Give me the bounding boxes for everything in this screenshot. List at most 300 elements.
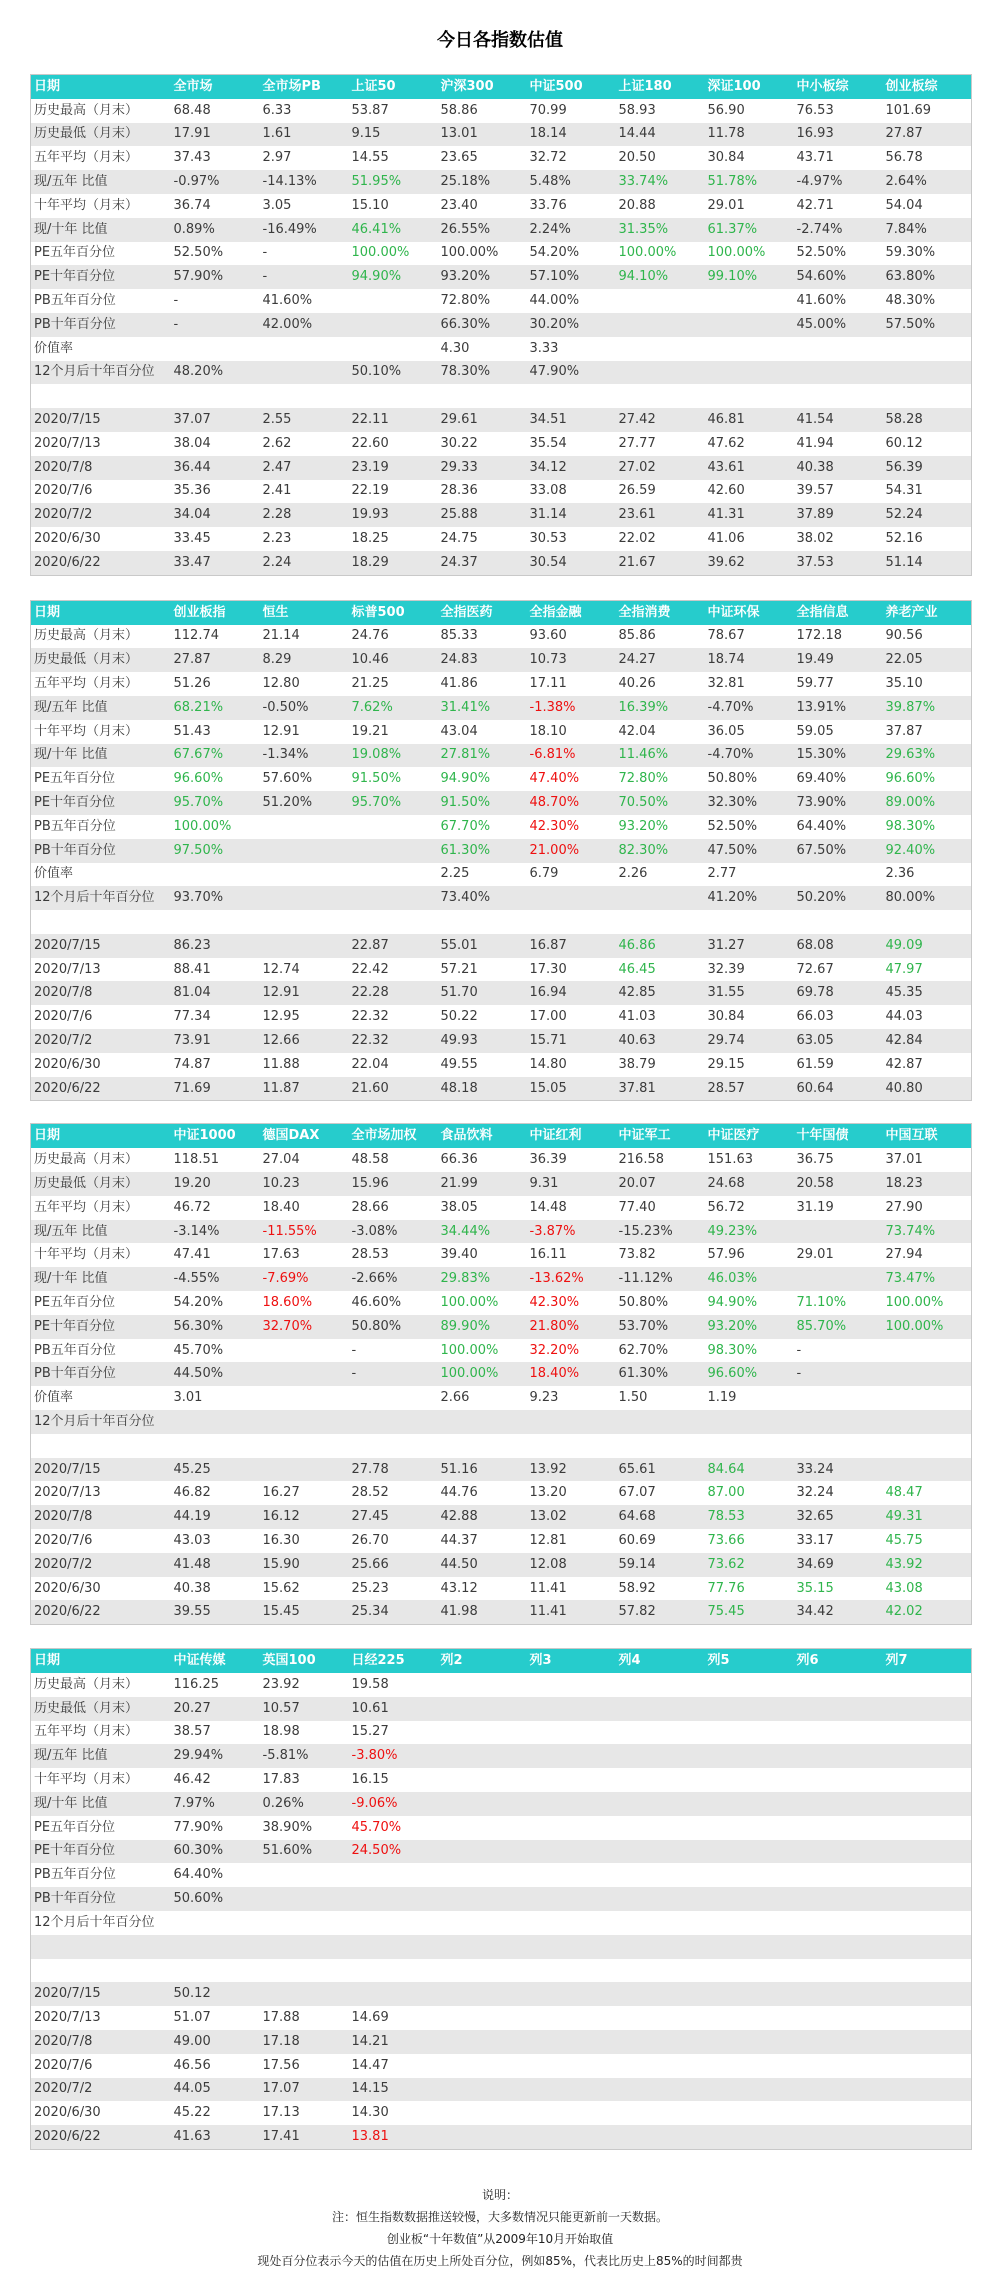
row-label: 2020/6/30 bbox=[34, 1580, 101, 1596]
table-cell: 39.87% bbox=[883, 696, 972, 720]
table-cell: 41.63 bbox=[171, 2125, 260, 2149]
row-label: 历史最高（月末） bbox=[34, 102, 139, 118]
table-row bbox=[31, 1697, 972, 1721]
table-cell bbox=[705, 1863, 794, 1887]
row-label: 五年平均（月末） bbox=[34, 1199, 139, 1215]
row-label: 2020/7/6 bbox=[34, 1532, 93, 1548]
table-cell: 57.96 bbox=[707, 1247, 745, 1263]
table-cell: 24.68 bbox=[705, 1172, 794, 1196]
table-cell: 49.09 bbox=[883, 934, 972, 958]
row-label: 2020/7/15 bbox=[31, 1982, 171, 2006]
table-cell: 61.59 bbox=[796, 1056, 834, 1072]
table-cell: 77.34 bbox=[173, 1009, 211, 1025]
row-label: 十年平均（月末） bbox=[34, 197, 139, 213]
table-cell: 94.90% bbox=[440, 771, 491, 787]
table-cell: 18.98 bbox=[262, 1724, 300, 1740]
note-line: 说明： bbox=[481, 2187, 518, 2202]
row-label: 历史最高（月末） bbox=[34, 1676, 139, 1692]
table-cell: 57.21 bbox=[440, 961, 478, 977]
table-cell bbox=[260, 1935, 349, 1959]
table-cell bbox=[171, 1911, 260, 1935]
table-cell: 50.60% bbox=[171, 1887, 260, 1911]
table-cell: 18.25 bbox=[351, 531, 389, 547]
table-cell: 32.65 bbox=[794, 1505, 883, 1529]
table-cell: 80.00% bbox=[883, 886, 972, 910]
table-cell bbox=[794, 1410, 883, 1434]
table-cell: 49.31 bbox=[883, 1505, 972, 1529]
table-cell: 42.04 bbox=[618, 723, 656, 739]
table-cell: -11.12% bbox=[616, 1267, 705, 1291]
column-header: 全市场 bbox=[171, 75, 260, 99]
table-cell: 56.39 bbox=[883, 456, 972, 480]
table-cell: 47.41 bbox=[173, 1247, 211, 1263]
table-cell: 15.62 bbox=[262, 1580, 300, 1596]
table-cell: 45.22 bbox=[173, 2105, 211, 2121]
table-cell: 94.90% bbox=[707, 1294, 758, 1310]
table-cell: 12.80 bbox=[262, 676, 300, 692]
table-cell: 2.62 bbox=[262, 435, 292, 451]
table-row bbox=[31, 1935, 972, 1959]
table-cell bbox=[705, 1744, 794, 1768]
table-row bbox=[31, 1148, 972, 1172]
table-cell bbox=[527, 886, 616, 910]
table-cell bbox=[705, 1959, 794, 1983]
table-cell: 22.60 bbox=[351, 435, 389, 451]
table-cell: 40.80 bbox=[883, 1077, 972, 1101]
table-cell: 73.62 bbox=[705, 1553, 794, 1577]
row-label: PE五年百分位 bbox=[34, 1294, 116, 1310]
table-row bbox=[31, 1840, 972, 1864]
valuation-table bbox=[30, 74, 972, 576]
table-cell: -5.81% bbox=[260, 1744, 349, 1768]
table-cell bbox=[705, 1911, 794, 1935]
table-cell: 33.74% bbox=[616, 170, 705, 194]
table-cell: 29.15 bbox=[707, 1056, 745, 1072]
table-cell: 16.27 bbox=[262, 1485, 300, 1501]
table-cell bbox=[527, 1840, 616, 1864]
table-cell: 78.30% bbox=[438, 361, 527, 385]
table-cell: 46.72 bbox=[173, 1199, 211, 1215]
table-cell bbox=[438, 1697, 527, 1721]
table-cell bbox=[794, 1768, 883, 1792]
table-cell: 67.50% bbox=[794, 839, 883, 863]
table-cell bbox=[616, 1792, 705, 1816]
table-cell: 59.77 bbox=[796, 676, 834, 692]
table-cell: 7.62% bbox=[349, 696, 438, 720]
table-row bbox=[31, 146, 972, 170]
table-cell bbox=[527, 1410, 616, 1434]
table-cell: 43.08 bbox=[885, 1580, 923, 1596]
table-cell: 100.00% bbox=[351, 245, 410, 261]
table-row bbox=[31, 218, 972, 242]
table-cell: 33.76 bbox=[529, 197, 567, 213]
table-cell bbox=[349, 1410, 438, 1434]
table-cell bbox=[527, 2006, 616, 2030]
table-row bbox=[31, 1434, 972, 1458]
table-cell bbox=[883, 1959, 972, 1983]
row-label: 2020/7/13 bbox=[34, 961, 101, 977]
table-cell: 42.71 bbox=[796, 197, 834, 213]
table-row bbox=[31, 99, 972, 123]
table-row bbox=[31, 672, 972, 696]
table-cell: 91.50% bbox=[438, 791, 527, 815]
row-label: 2020/6/22 bbox=[31, 551, 171, 575]
table-cell bbox=[794, 2030, 883, 2054]
table-cell: 41.03 bbox=[618, 1009, 656, 1025]
table-cell: 41.31 bbox=[705, 503, 794, 527]
row-label: 2020/7/13 bbox=[34, 2010, 101, 2026]
table-cell: 36.39 bbox=[529, 1152, 567, 1168]
column-header: 列5 bbox=[705, 1649, 794, 1673]
table-cell: 29.33 bbox=[438, 456, 527, 480]
table-cell: 40.63 bbox=[616, 1029, 705, 1053]
table-cell: 22.04 bbox=[351, 1056, 389, 1072]
table-cell bbox=[705, 1840, 794, 1864]
table-cell: 39.40 bbox=[440, 1247, 478, 1263]
table-cell bbox=[527, 1935, 616, 1959]
table-cell: 17.11 bbox=[529, 676, 567, 692]
table-cell bbox=[527, 1863, 616, 1887]
table-cell: 40.26 bbox=[618, 676, 656, 692]
table-cell: 16.11 bbox=[529, 1247, 567, 1263]
table-cell: 2.36 bbox=[885, 866, 915, 882]
table-cell: 41.98 bbox=[438, 1600, 527, 1624]
table-cell bbox=[438, 1744, 527, 1768]
table-cell: 2.97 bbox=[262, 150, 292, 166]
table-cell bbox=[883, 1410, 972, 1434]
table-cell: 44.05 bbox=[171, 2078, 260, 2102]
table-cell bbox=[260, 1887, 349, 1911]
table-cell: 48.30% bbox=[885, 293, 936, 309]
table-cell: 51.70 bbox=[438, 981, 527, 1005]
table-cell: 26.59 bbox=[618, 483, 656, 499]
table-cell: 100.00% bbox=[707, 245, 766, 261]
table-cell: 46.81 bbox=[705, 408, 794, 432]
table-cell bbox=[260, 886, 349, 910]
table-cell: 20.88 bbox=[618, 197, 656, 213]
table-cell bbox=[438, 1840, 527, 1864]
table-cell bbox=[349, 886, 438, 910]
table-cell: 23.92 bbox=[262, 1676, 300, 1692]
table-cell: 19.93 bbox=[349, 503, 438, 527]
table-cell: 22.02 bbox=[618, 531, 656, 547]
row-label: PB五年百分位 bbox=[34, 293, 116, 309]
table-cell bbox=[883, 1840, 972, 1864]
table-cell: 37.01 bbox=[885, 1152, 923, 1168]
table-cell: 25.23 bbox=[351, 1580, 389, 1596]
table-cell: 13.91% bbox=[794, 696, 883, 720]
table-cell: 11.87 bbox=[260, 1077, 349, 1101]
table-cell bbox=[171, 384, 260, 408]
table-cell: 92.40% bbox=[883, 839, 972, 863]
row-label: PE十年百分位 bbox=[31, 1315, 171, 1339]
table-cell: 100.00% bbox=[440, 1294, 499, 1310]
table-cell bbox=[438, 1410, 527, 1434]
table-cell: 42.88 bbox=[438, 1505, 527, 1529]
table-cell: 2.25 bbox=[440, 866, 470, 882]
table-cell: 93.20% bbox=[618, 818, 669, 834]
table-cell: 66.03 bbox=[796, 1009, 834, 1025]
table-cell: - bbox=[260, 265, 349, 289]
table-cell: 14.21 bbox=[349, 2030, 438, 2054]
row-label: 历史最低（月末） bbox=[31, 648, 171, 672]
row-label: 价值率 bbox=[34, 340, 74, 356]
table-cell: - bbox=[351, 1342, 357, 1358]
table-cell: 118.51 bbox=[173, 1152, 219, 1168]
row-label: 历史最高（月末） bbox=[34, 1152, 139, 1168]
table-cell: 14.80 bbox=[529, 1056, 567, 1072]
table-cell: 60.69 bbox=[618, 1532, 656, 1548]
table-cell: 1.61 bbox=[260, 123, 349, 147]
table-cell: 25.88 bbox=[438, 503, 527, 527]
table-cell: 38.02 bbox=[796, 531, 834, 547]
table-cell: 13.92 bbox=[527, 1458, 616, 1482]
row-label: PB十年百分位 bbox=[31, 313, 171, 337]
column-header: 列2 bbox=[438, 1649, 527, 1673]
table-cell: 54.20% bbox=[529, 245, 580, 261]
table-cell bbox=[616, 1744, 705, 1768]
table-cell bbox=[349, 815, 438, 839]
table-cell bbox=[883, 1816, 972, 1840]
table-cell: 19.21 bbox=[351, 723, 389, 739]
table-cell: 72.80% bbox=[440, 293, 491, 309]
table-cell: 45.75 bbox=[885, 1532, 923, 1548]
table-row bbox=[31, 289, 972, 313]
table-row bbox=[31, 625, 972, 649]
table-cell bbox=[705, 1673, 794, 1697]
table-cell: 29.74 bbox=[705, 1029, 794, 1053]
row-label: 2020/7/13 bbox=[34, 1485, 101, 1501]
table-cell bbox=[705, 1697, 794, 1721]
table-cell bbox=[527, 2101, 616, 2125]
table-cell: 26.55% bbox=[438, 218, 527, 242]
table-cell: 46.03% bbox=[705, 1267, 794, 1291]
table-cell bbox=[260, 1339, 349, 1363]
table-cell bbox=[794, 2078, 883, 2102]
table-cell: -3.14% bbox=[171, 1220, 260, 1244]
table-row bbox=[31, 1959, 972, 1983]
table-cell: 19.58 bbox=[351, 1676, 389, 1692]
table-cell bbox=[260, 361, 349, 385]
table-cell: 66.30% bbox=[438, 313, 527, 337]
table-cell: 14.44 bbox=[616, 123, 705, 147]
table-cell: -4.70% bbox=[705, 744, 794, 768]
table-cell: 68.21% bbox=[171, 696, 260, 720]
column-header: 全指消费 bbox=[616, 600, 705, 624]
table-cell: 31.19 bbox=[796, 1199, 834, 1215]
row-label: PB十年百分位 bbox=[31, 1887, 171, 1911]
column-header: 列3 bbox=[527, 1649, 616, 1673]
table-cell bbox=[438, 1792, 527, 1816]
column-header: 列7 bbox=[883, 1649, 972, 1673]
table-cell: 69.40% bbox=[796, 771, 847, 787]
table-cell: 100.00% bbox=[618, 245, 677, 261]
table-cell: 44.03 bbox=[885, 1009, 923, 1025]
table-cell bbox=[883, 1339, 972, 1363]
table-cell: 10.73 bbox=[527, 648, 616, 672]
table-row bbox=[31, 527, 972, 551]
table-cell: 42.30% bbox=[529, 1294, 580, 1310]
table-cell bbox=[616, 2006, 705, 2030]
table-cell: 89.90% bbox=[438, 1315, 527, 1339]
table-cell: 41.48 bbox=[171, 1553, 260, 1577]
table-cell bbox=[260, 1386, 349, 1410]
table-cell: 27.90 bbox=[885, 1199, 923, 1215]
table-cell bbox=[794, 1982, 883, 2006]
table-cell: 34.51 bbox=[527, 408, 616, 432]
row-label: 2020/7/6 bbox=[34, 483, 93, 499]
table-cell bbox=[794, 1792, 883, 1816]
table-cell: 13.02 bbox=[527, 1505, 616, 1529]
table-cell: 39.62 bbox=[705, 551, 794, 575]
table-row bbox=[31, 1172, 972, 1196]
table-cell: 96.60% bbox=[705, 1362, 794, 1386]
table-cell bbox=[883, 337, 972, 361]
table-cell: 57.10% bbox=[527, 265, 616, 289]
table-cell bbox=[260, 384, 349, 408]
table-cell: 29.01 bbox=[707, 197, 745, 213]
column-header: 列4 bbox=[616, 1649, 705, 1673]
table-cell: 59.30% bbox=[885, 245, 936, 261]
table-cell bbox=[438, 2006, 527, 2030]
table-cell: 24.50% bbox=[349, 1840, 438, 1864]
table-cell: 51.60% bbox=[260, 1840, 349, 1864]
table-row bbox=[31, 313, 972, 337]
table-cell: 51.26 bbox=[173, 676, 211, 692]
row-label: 现/十年 比值 bbox=[31, 1267, 171, 1291]
row-label: 现/五年 比值 bbox=[31, 1220, 171, 1244]
table-cell bbox=[616, 361, 705, 385]
table-cell bbox=[616, 1863, 705, 1887]
table-cell bbox=[349, 337, 438, 361]
table-cell: 45.00% bbox=[794, 313, 883, 337]
table-cell: -9.06% bbox=[349, 1792, 438, 1816]
table-row bbox=[31, 1029, 972, 1053]
table-cell: 95.70% bbox=[171, 791, 260, 815]
table-cell: 11.41 bbox=[527, 1600, 616, 1624]
table-cell: 76.53 bbox=[796, 102, 834, 118]
valuation-table bbox=[30, 1123, 972, 1625]
table-cell: 18.60% bbox=[262, 1294, 313, 1310]
table-cell: 21.14 bbox=[262, 628, 300, 644]
table-cell: 30.54 bbox=[527, 551, 616, 575]
note-line: 创业板“十年数值”从2009年10月开始取值 bbox=[386, 2231, 614, 2246]
table-row bbox=[31, 170, 972, 194]
table-cell: 216.58 bbox=[618, 1152, 664, 1168]
table-cell: 3.05 bbox=[262, 197, 292, 213]
table-cell bbox=[705, 1887, 794, 1911]
table-cell: 56.30% bbox=[171, 1315, 260, 1339]
table-cell: 46.56 bbox=[173, 2057, 211, 2073]
table-cell: 44.00% bbox=[529, 293, 580, 309]
table-cell bbox=[794, 1267, 883, 1291]
table-cell: 65.61 bbox=[616, 1458, 705, 1482]
table-cell bbox=[438, 384, 527, 408]
table-row bbox=[31, 123, 972, 147]
row-label: 现/十年 比值 bbox=[31, 218, 171, 242]
column-header: 全指医药 bbox=[438, 600, 527, 624]
table-cell: 100.00% bbox=[440, 1342, 499, 1358]
table-row bbox=[31, 1911, 972, 1935]
column-header: 全市场PB bbox=[260, 75, 349, 99]
table-cell bbox=[260, 337, 349, 361]
table-cell bbox=[705, 361, 794, 385]
table-cell: 17.18 bbox=[260, 2030, 349, 2054]
table-cell bbox=[883, 1744, 972, 1768]
table-cell: 33.24 bbox=[794, 1458, 883, 1482]
table-cell: - bbox=[262, 245, 268, 261]
table-cell: 73.74% bbox=[883, 1220, 972, 1244]
table-cell bbox=[883, 2006, 972, 2030]
table-cell: 2.64% bbox=[883, 170, 972, 194]
table-cell: 56.78 bbox=[885, 150, 923, 166]
table-row bbox=[31, 194, 972, 218]
table-cell: 68.08 bbox=[794, 934, 883, 958]
table-cell: 64.40% bbox=[796, 818, 847, 834]
row-label: 十年平均（月末） bbox=[34, 723, 139, 739]
table-cell: 50.20% bbox=[794, 886, 883, 910]
table-cell bbox=[616, 1721, 705, 1745]
table-cell: 18.29 bbox=[349, 551, 438, 575]
table-cell: 15.45 bbox=[260, 1600, 349, 1624]
row-label bbox=[31, 1434, 171, 1458]
table-cell bbox=[438, 2101, 527, 2125]
table-cell: 34.12 bbox=[527, 456, 616, 480]
table-cell bbox=[883, 1721, 972, 1745]
table-cell: 14.55 bbox=[351, 150, 389, 166]
table-cell: 72.67 bbox=[796, 961, 834, 977]
table-cell bbox=[349, 289, 438, 313]
row-label: 2020/7/15 bbox=[31, 934, 171, 958]
table-cell: 73.40% bbox=[438, 886, 527, 910]
table-cell bbox=[527, 2125, 616, 2149]
table-cell: 17.30 bbox=[529, 961, 567, 977]
table-row bbox=[31, 1458, 972, 1482]
table-cell: 17.88 bbox=[262, 2010, 300, 2026]
table-cell: 33.47 bbox=[171, 551, 260, 575]
table-row bbox=[31, 958, 972, 982]
table-cell bbox=[794, 1911, 883, 1935]
table-row bbox=[31, 863, 972, 887]
table-row bbox=[31, 1053, 972, 1077]
table-cell: 17.63 bbox=[262, 1247, 300, 1263]
table-cell bbox=[171, 337, 260, 361]
page-title: 今日各指数估值 bbox=[437, 30, 563, 51]
table-cell bbox=[883, 1935, 972, 1959]
column-header: 德国DAX bbox=[260, 1124, 349, 1148]
table-row bbox=[31, 791, 972, 815]
row-label: PB十年百分位 bbox=[31, 1362, 171, 1386]
table-cell bbox=[260, 863, 349, 887]
table-cell: 45.35 bbox=[883, 981, 972, 1005]
table-cell: 35.15 bbox=[796, 1580, 834, 1596]
table-cell: 23.19 bbox=[349, 456, 438, 480]
table-cell bbox=[438, 910, 527, 934]
table-cell: 33.45 bbox=[173, 531, 211, 547]
table-cell: - bbox=[171, 313, 260, 337]
table-cell: 23.61 bbox=[616, 503, 705, 527]
table-cell: 21.99 bbox=[438, 1172, 527, 1196]
table-cell: 54.20% bbox=[173, 1294, 224, 1310]
table-cell: 8.29 bbox=[260, 648, 349, 672]
table-cell: 77.76 bbox=[707, 1580, 745, 1596]
table-cell: 47.62 bbox=[707, 435, 745, 451]
table-cell: 1.50 bbox=[618, 1390, 648, 1406]
row-label: 2020/7/8 bbox=[31, 981, 171, 1005]
table-cell bbox=[705, 1768, 794, 1792]
table-cell: 85.86 bbox=[618, 628, 656, 644]
table-cell: 2.24 bbox=[260, 551, 349, 575]
